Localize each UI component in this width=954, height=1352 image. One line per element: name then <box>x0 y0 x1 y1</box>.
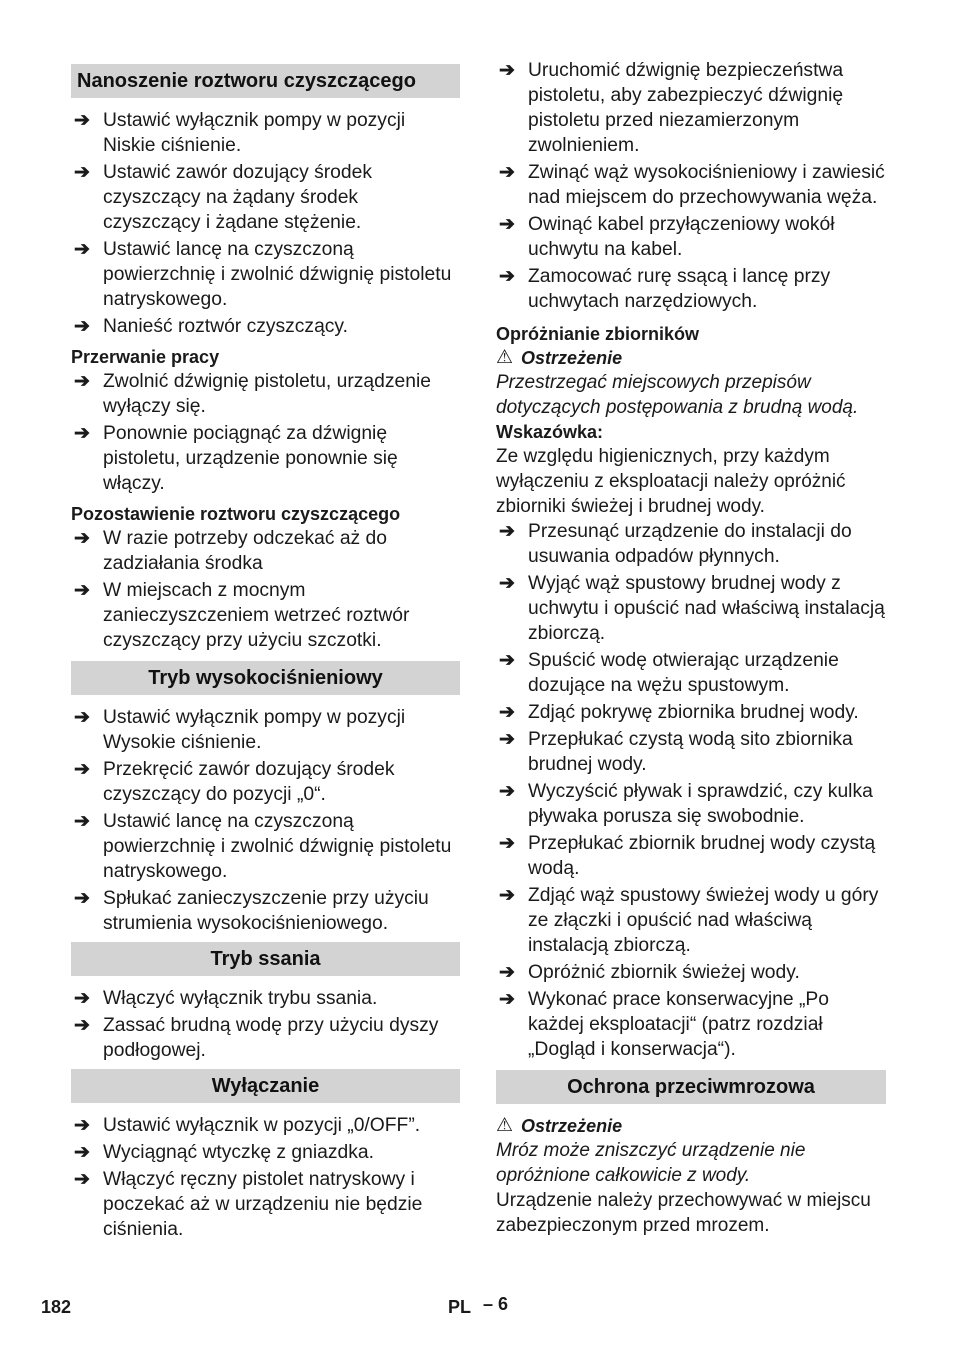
list-item-text: Wyczyścić pływak i sprawdzić, czy kulka pływaka porusza się swobodnie. <box>528 781 873 827</box>
arrow-right-icon: ➔ <box>499 650 515 671</box>
list-item-text: Przepłukać czystą wodą sito zbiornika brudnej wody. <box>528 729 853 775</box>
arrow-right-icon: ➔ <box>499 781 515 802</box>
list-item <box>496 264 886 314</box>
list-item-text: Ustawić wyłącznik pompy w pozycji Wysokie ciśnienie. <box>103 707 406 753</box>
arrow-right-icon: ➔ <box>499 729 515 750</box>
warning-triangle-icon: ⚠ <box>496 347 514 368</box>
section-heading-wylaczanie: Wyłączanie <box>71 1069 460 1103</box>
list-item-text: Wyjąć wąż spustowy brudnej wody z uchwytu i opuścić nad właściwą instalacją zbiorczą. <box>528 573 885 644</box>
list-item-text: Przesunąć urządzenie do instalacji do usuwania odpadów płynnych. <box>528 521 852 567</box>
list-item <box>496 883 886 958</box>
list-item-text: W miejscach z mocnym zanieczyszczeniem wetrzeć roztwór czyszczący przy użyciu szczotki. <box>103 580 410 651</box>
list-item-text: Ustawić lancę na czyszczoną powierzchnię i zwolnić dźwignię pistoletu natryskowego. <box>103 811 452 882</box>
section-heading-nanoszenie: Nanoszenie roztworu czyszczącego <box>71 64 460 98</box>
list-item <box>496 571 886 646</box>
list-item <box>71 314 460 339</box>
list-item-text: Włączyć wyłącznik trybu ssania. <box>103 988 378 1009</box>
arrow-right-icon: ➔ <box>74 1015 90 1036</box>
list-item-text: Ustawić lancę na czyszczoną powierzchnię i zwolnić dźwignię pistoletu natryskowego. <box>103 239 452 310</box>
list-item-text: Zassać brudną wodę przy użyciu dyszy podłogowej. <box>103 1015 439 1061</box>
section-page-number: – 6 <box>483 1294 509 1314</box>
arrow-right-icon: ➔ <box>74 988 90 1009</box>
list-item <box>71 986 460 1011</box>
list-item <box>71 526 460 576</box>
arrow-right-icon: ➔ <box>499 60 515 81</box>
steps-zabezpieczenie <box>496 58 886 314</box>
list-item <box>496 960 886 985</box>
steps-pozostawienie <box>71 526 460 653</box>
list-item <box>71 237 460 312</box>
arrow-right-icon: ➔ <box>499 962 515 983</box>
list-item-text: Zdjąć pokrywę zbiornika brudnej wody. <box>528 702 859 723</box>
arrow-right-icon: ➔ <box>74 759 90 780</box>
arrow-right-icon: ➔ <box>74 110 90 131</box>
list-item <box>496 160 886 210</box>
right-column <box>496 58 886 1238</box>
list-item-text: Ustawić zawór dozujący środek czyszczący na żądany środek czyszczący i żądane stężenie. <box>103 162 372 233</box>
list-item <box>496 727 886 777</box>
list-item <box>496 987 886 1062</box>
arrow-right-icon: ➔ <box>499 833 515 854</box>
section-heading-ochrona: Ochrona przeciwmrozowa <box>496 1070 886 1104</box>
arrow-right-icon: ➔ <box>74 1169 90 1190</box>
warning-oproznianie <box>496 346 886 370</box>
arrow-right-icon: ➔ <box>74 1142 90 1163</box>
steps-wysokocisnieniowy <box>71 705 460 936</box>
list-item <box>496 58 886 158</box>
list-item <box>71 809 460 884</box>
list-item-text: Uruchomić dźwignię bezpieczeństwa pistoletu, aby zabezpieczyć dźwignię pistoletu przed niezamierzonym zwolnieniem. <box>528 60 844 156</box>
arrow-right-icon: ➔ <box>499 521 515 542</box>
list-item-text: Zwinąć wąż wysokociśnieniowy i zawiesić nad miejscem do przechowywania węża. <box>528 162 885 208</box>
list-item <box>71 886 460 936</box>
arrow-right-icon: ➔ <box>499 885 515 906</box>
language-code: PL <box>448 1297 472 1317</box>
arrow-right-icon: ➔ <box>499 162 515 183</box>
warning-text-oproznianie: Przestrzegać miejscowych przepisów dotyczących postępowania z brudną wodą. <box>496 372 859 418</box>
list-item <box>71 705 460 755</box>
list-item <box>71 1113 460 1138</box>
subheading-oproznianie: Opróżnianie zbiorników <box>496 324 700 344</box>
list-item-text: Wyciągnąć wtyczkę z gniazdka. <box>103 1142 374 1163</box>
steps-oproznianie <box>496 519 886 1062</box>
steps-nanoszenie <box>71 108 460 339</box>
list-item-text: Zwolnić dźwignię pistoletu, urządzenie wyłączy się. <box>103 371 431 417</box>
hint-label: Wskazówka: <box>496 422 604 442</box>
left-column <box>71 58 460 1244</box>
list-item <box>71 578 460 653</box>
arrow-right-icon: ➔ <box>499 989 515 1010</box>
list-item <box>496 700 886 725</box>
arrow-right-icon: ➔ <box>74 239 90 260</box>
subheading-pozostawienie: Pozostawienie roztworu czyszczącego <box>71 504 401 524</box>
list-item-text: Ustawić wyłącznik pompy w pozycji Niskie ciśnienie. <box>103 110 406 156</box>
list-item-text: Ponownie pociągnąć za dźwignię pistoletu, urządzenie ponownie się włączy. <box>103 423 398 494</box>
list-item <box>71 369 460 419</box>
list-item-text: Wykonać prace konserwacyjne „Po każdej eksploatacji“ (patrz rozdział „Dogląd i konserwacja“). <box>528 989 829 1060</box>
list-item <box>71 108 460 158</box>
list-item <box>71 160 460 235</box>
list-item <box>71 757 460 807</box>
list-item-text: Zdjąć wąż spustowy świeżej wody u góry ze złączki i opuścić nad właściwą instalacją zbiorczą. <box>528 885 879 956</box>
list-item <box>496 831 886 881</box>
steps-przerwanie <box>71 369 460 496</box>
warning-text-ochrona: Mróz może zniszczyć urządzenie nie opróżnione całkowicie z wody. <box>496 1140 806 1186</box>
list-item <box>71 1167 460 1242</box>
list-item-text: Włączyć ręczny pistolet natryskowy i poczekać aż w urządzeniu nie będzie ciśnienia. <box>103 1169 423 1240</box>
arrow-right-icon: ➔ <box>74 888 90 909</box>
arrow-right-icon: ➔ <box>74 811 90 832</box>
arrow-right-icon: ➔ <box>499 702 515 723</box>
list-item <box>71 1013 460 1063</box>
list-item-text: Przepłukać zbiornik brudnej wody czystą wodą. <box>528 833 876 879</box>
list-item <box>496 519 886 569</box>
arrow-right-icon: ➔ <box>499 214 515 235</box>
list-item-text: Przekręcić zawór dozujący środek czyszczący do pozycji „0“. <box>103 759 395 805</box>
page-number: 182 <box>41 1297 72 1317</box>
list-item-text: W razie potrzeby odczekać aż do zadziałania środka <box>103 528 387 574</box>
steps-wylaczanie <box>71 1113 460 1242</box>
arrow-right-icon: ➔ <box>74 707 90 728</box>
arrow-right-icon: ➔ <box>74 423 90 444</box>
hint-text: Ze względu higienicznych, przy każdym wyłączeniu z eksploatacji należy opróżnić zbiorniki świeżej i brudnej wody. <box>496 446 846 517</box>
arrow-right-icon: ➔ <box>74 162 90 183</box>
warning-label: Ostrzeżenie <box>521 348 623 368</box>
list-item <box>496 212 886 262</box>
arrow-right-icon: ➔ <box>74 580 90 601</box>
section-heading-wysokocisnieniowy: Tryb wysokociśnieniowy <box>71 661 460 695</box>
list-item-text: Opróżnić zbiornik świeżej wody. <box>528 962 800 983</box>
list-item <box>71 1140 460 1165</box>
section-heading-ssania: Tryb ssania <box>71 942 460 976</box>
arrow-right-icon: ➔ <box>74 316 90 337</box>
list-item-text: Spłukać zanieczyszczenie przy użyciu strumienia wysokociśnieniowego. <box>103 888 429 934</box>
warning-ochrona <box>496 1114 886 1138</box>
list-item <box>496 779 886 829</box>
list-item-text: Nanieść roztwór czyszczący. <box>103 316 348 337</box>
list-item-text: Owinąć kabel przyłączeniowy wokół uchwytu na kabel. <box>528 214 835 260</box>
arrow-right-icon: ➔ <box>499 573 515 594</box>
arrow-right-icon: ➔ <box>74 371 90 392</box>
arrow-right-icon: ➔ <box>499 266 515 287</box>
text-ochrona: Urządzenie należy przechowywać w miejscu zabezpieczonym przed mrozem. <box>496 1190 871 1236</box>
list-item-text: Zamocować rurę ssącą i lancę przy uchwytach narzędziowych. <box>528 266 831 312</box>
list-item-text: Spuścić wodę otwierając urządzenie dozujące na wężu spustowym. <box>528 650 839 696</box>
steps-ssania <box>71 986 460 1063</box>
list-item <box>71 421 460 496</box>
list-item <box>496 648 886 698</box>
list-item-text: Ustawić wyłącznik w pozycji „0/OFF”. <box>103 1115 421 1136</box>
warning-label: Ostrzeżenie <box>521 1116 623 1136</box>
arrow-right-icon: ➔ <box>74 1115 90 1136</box>
warning-triangle-icon: ⚠ <box>496 1115 514 1136</box>
arrow-right-icon: ➔ <box>74 528 90 549</box>
subheading-przerwanie: Przerwanie pracy <box>71 347 220 367</box>
